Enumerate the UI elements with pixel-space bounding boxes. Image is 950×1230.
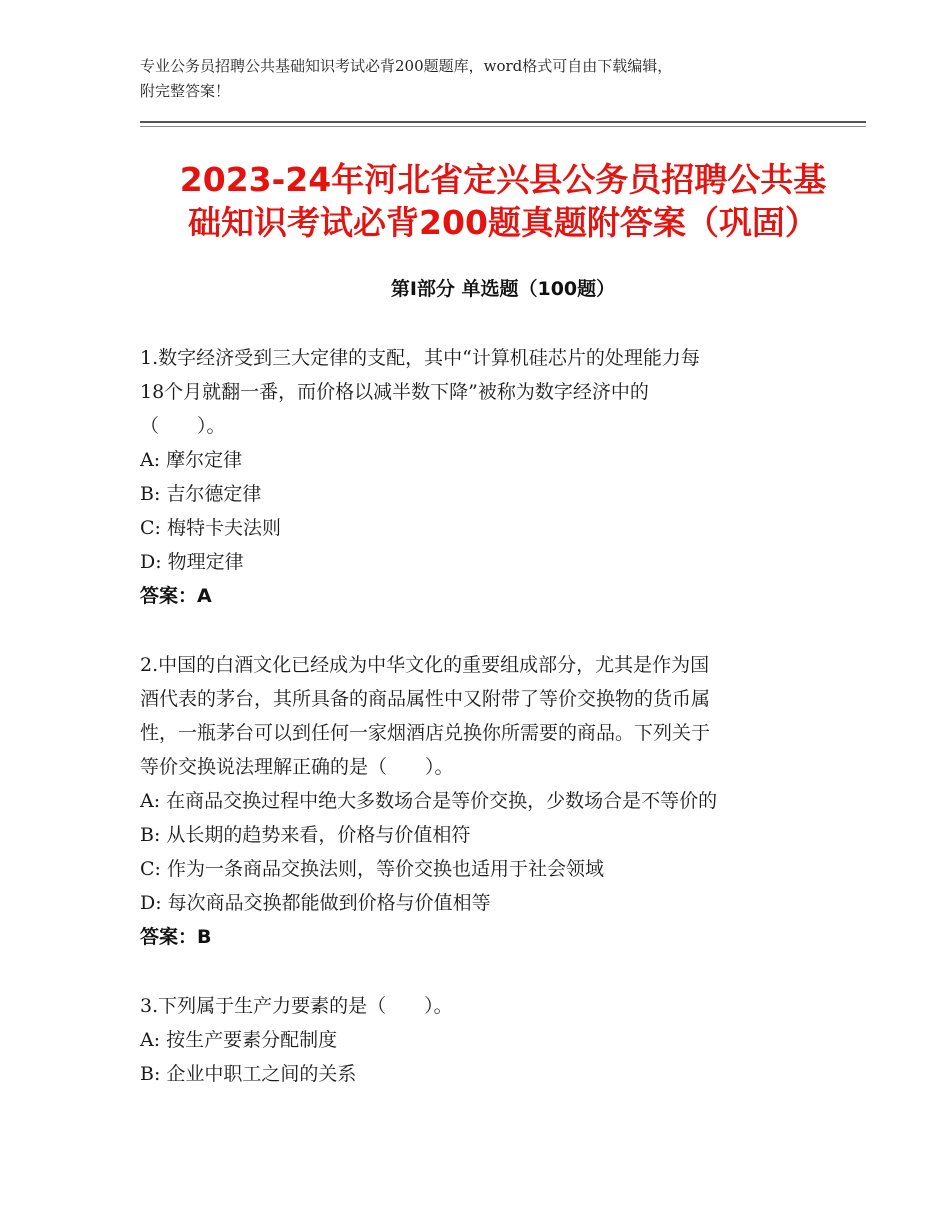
answer-label: 答案：A bbox=[140, 585, 212, 607]
header-note bbox=[140, 54, 820, 104]
section-title: 第Ⅰ部分 单选题（100题） bbox=[390, 278, 616, 300]
option-d: D: 物理定律 bbox=[140, 551, 244, 573]
answer-label: 答案：B bbox=[140, 926, 212, 948]
option-c: C: 梅特卡夫法则 bbox=[140, 517, 281, 539]
question-stem-line: 18个月就翻一番，而价格以减半数下降”被称为数字经济中的 bbox=[140, 381, 649, 403]
question-2 bbox=[140, 648, 820, 954]
question-stem-line: 2.中国的白酒文化已经成为中华文化的重要组成部分，尤其是作为国 bbox=[140, 654, 710, 676]
option-b: B: 企业中职工之间的关系 bbox=[140, 1063, 357, 1085]
document-title bbox=[140, 158, 866, 244]
question-1 bbox=[140, 341, 820, 613]
header-note-line: 专业公务员招聘公共基础知识考试必背200题题库，word格式可自由下载编辑， bbox=[140, 57, 673, 75]
option-b: B: 从长期的趋势来看，价格与价值相符 bbox=[140, 824, 471, 846]
question-stem-line: （ ）。 bbox=[140, 415, 226, 437]
document-title-line: 2023-24年河北省定兴县公务员招聘公共基 bbox=[179, 160, 827, 199]
header-note-line: 附完整答案！ bbox=[140, 82, 231, 100]
header-divider-thick bbox=[140, 121, 866, 123]
option-d: D: 每次商品交换都能做到价格与价值相等 bbox=[140, 892, 491, 914]
question-stem-line: 性，一瓶茅台可以到任何一家烟酒店兑换你所需要的商品。下列关于 bbox=[140, 722, 711, 744]
question-stem-line: 1.数字经济受到三大定律的支配，其中“计算机硅芯片的处理能力每 bbox=[140, 347, 700, 369]
question-stem-line: 等价交换说法理解正确的是（ ）。 bbox=[140, 756, 454, 778]
question-stem-line: 酒代表的茅台，其所具备的商品属性中又附带了等价交换物的货币属 bbox=[140, 688, 711, 710]
document-title-line: 础知识考试必背200题真题附答案（巩固） bbox=[188, 203, 818, 242]
option-b: B: 吉尔德定律 bbox=[140, 483, 262, 505]
question-3 bbox=[140, 989, 820, 1091]
question-stem-line: 3.下列属于生产力要素的是（ ）。 bbox=[140, 995, 453, 1017]
option-a: A: 按生产要素分配制度 bbox=[140, 1029, 338, 1051]
header-divider-thin bbox=[140, 126, 866, 127]
option-a: A: 在商品交换过程中绝大多数场合是等价交换，少数场合是不等价的 bbox=[140, 790, 718, 812]
option-a: A: 摩尔定律 bbox=[140, 449, 243, 471]
option-c: C: 作为一条商品交换法则，等价交换也适用于社会领域 bbox=[140, 858, 604, 880]
